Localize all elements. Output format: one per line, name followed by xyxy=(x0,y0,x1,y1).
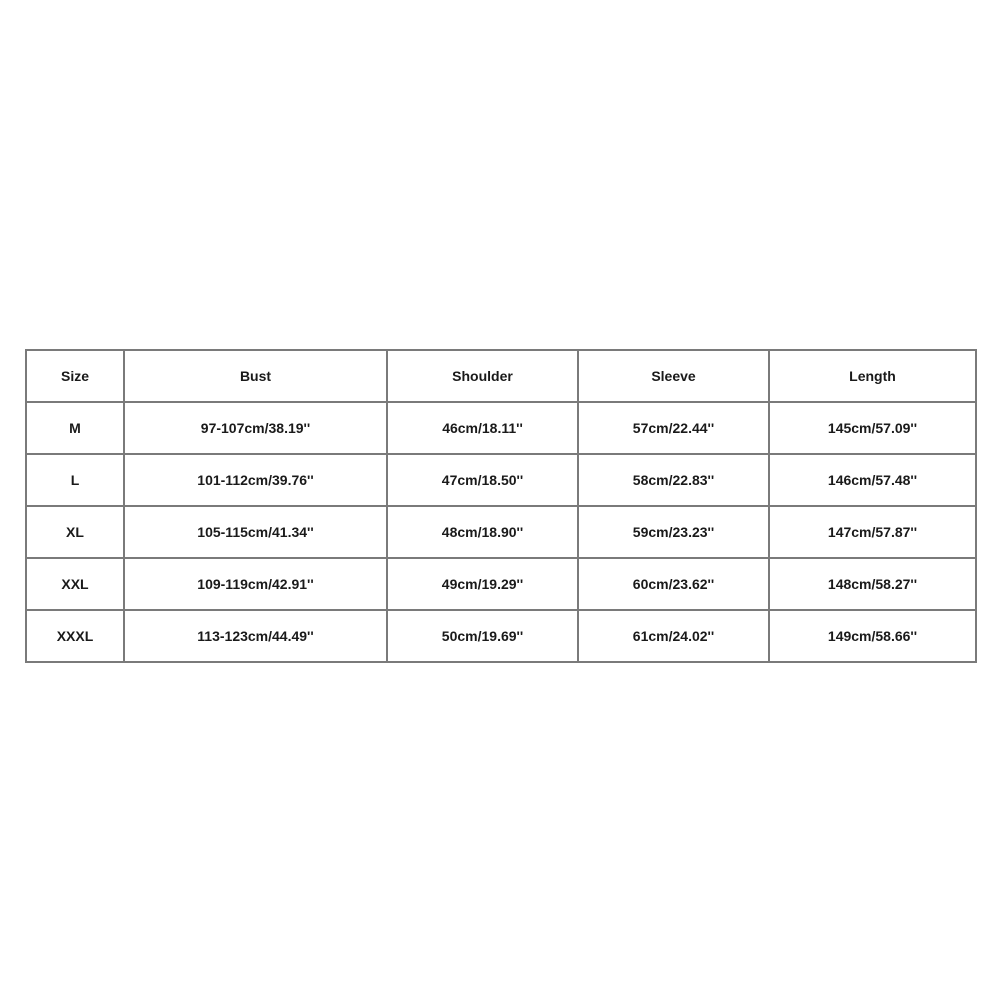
cell-size: M xyxy=(26,402,124,454)
cell-size: XXL xyxy=(26,558,124,610)
cell-bust: 105-115cm/41.34'' xyxy=(124,506,387,558)
cell-length: 146cm/57.48'' xyxy=(769,454,976,506)
cell-sleeve: 60cm/23.62'' xyxy=(578,558,769,610)
cell-shoulder: 47cm/18.50'' xyxy=(387,454,578,506)
table-header-row xyxy=(26,350,976,402)
cell-length: 149cm/58.66'' xyxy=(769,610,976,662)
header-bust: Bust xyxy=(124,350,387,402)
cell-sleeve: 59cm/23.23'' xyxy=(578,506,769,558)
cell-shoulder: 50cm/19.69'' xyxy=(387,610,578,662)
table-row xyxy=(26,402,976,454)
cell-sleeve: 61cm/24.02'' xyxy=(578,610,769,662)
cell-length: 145cm/57.09'' xyxy=(769,402,976,454)
header-length: Length xyxy=(769,350,976,402)
table-row xyxy=(26,558,976,610)
table-row xyxy=(26,610,976,662)
cell-sleeve: 58cm/22.83'' xyxy=(578,454,769,506)
header-size: Size xyxy=(26,350,124,402)
cell-length: 148cm/58.27'' xyxy=(769,558,976,610)
cell-bust: 101-112cm/39.76'' xyxy=(124,454,387,506)
size-chart-table xyxy=(25,349,977,663)
cell-length: 147cm/57.87'' xyxy=(769,506,976,558)
header-shoulder: Shoulder xyxy=(387,350,578,402)
cell-bust: 109-119cm/42.91'' xyxy=(124,558,387,610)
cell-size: L xyxy=(26,454,124,506)
cell-bust: 97-107cm/38.19'' xyxy=(124,402,387,454)
cell-shoulder: 48cm/18.90'' xyxy=(387,506,578,558)
cell-size: XL xyxy=(26,506,124,558)
table-row xyxy=(26,454,976,506)
cell-sleeve: 57cm/22.44'' xyxy=(578,402,769,454)
table-row xyxy=(26,506,976,558)
cell-size: XXXL xyxy=(26,610,124,662)
header-sleeve: Sleeve xyxy=(578,350,769,402)
cell-bust: 113-123cm/44.49'' xyxy=(124,610,387,662)
cell-shoulder: 46cm/18.11'' xyxy=(387,402,578,454)
cell-shoulder: 49cm/19.29'' xyxy=(387,558,578,610)
